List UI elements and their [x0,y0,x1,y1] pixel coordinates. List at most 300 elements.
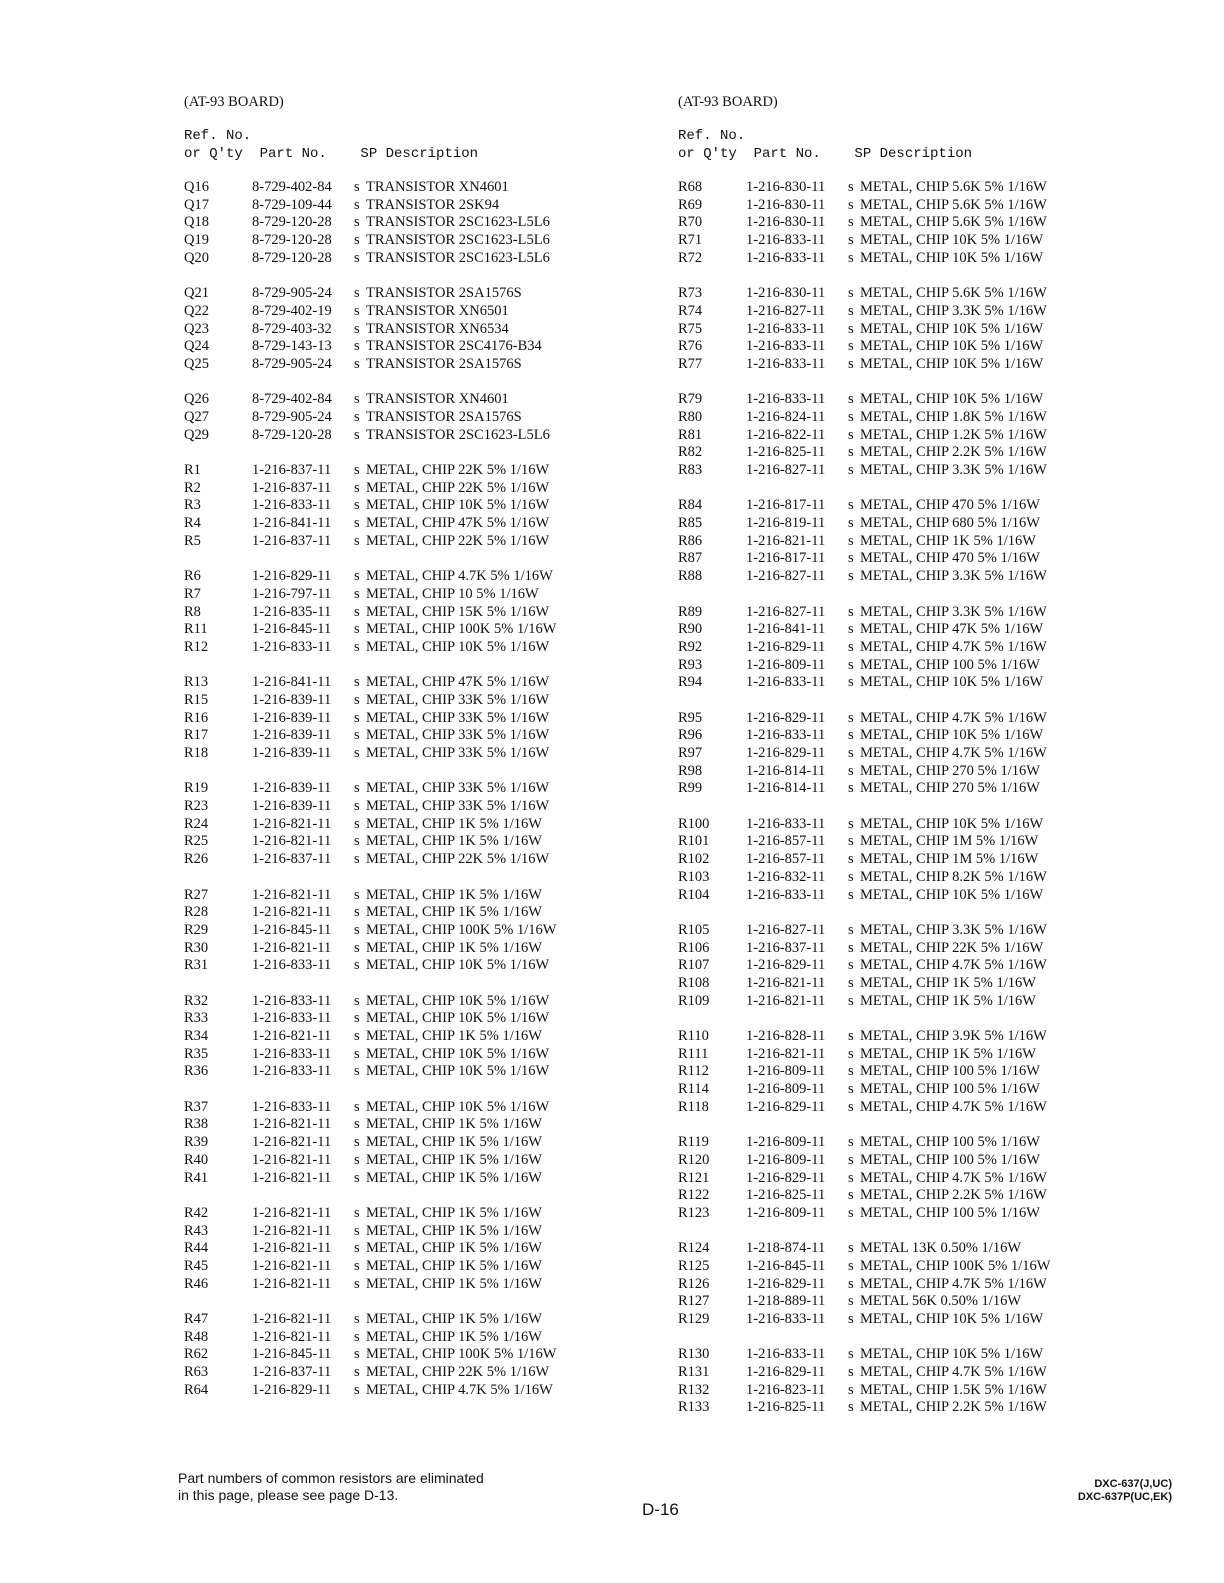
description: METAL, CHIP 4.7K 5% 1/16W [860,1098,1047,1115]
part-number: 1-216-822-11 [746,426,826,443]
part-row [678,462,1118,480]
ref-number: R42 [184,1204,209,1221]
part-number: 1-216-841-11 [746,621,826,638]
description: METAL, CHIP 100K 5% 1/16W [860,1257,1051,1274]
part-row [678,745,1118,763]
description: METAL, CHIP 10K 5% 1/16W [860,338,1044,355]
sp-code: s [354,497,360,514]
ref-number: R18 [184,745,209,761]
description: METAL, CHIP 8.2K 5% 1/16W [860,868,1047,885]
part-number: 1-216-841-11 [252,515,332,532]
sp-code: s [354,232,360,249]
description: TRANSISTOR 2SC1623-L5L6 [366,214,550,231]
ref-number: R25 [184,833,209,850]
description: METAL, CHIP 270 5% 1/16W [860,762,1040,779]
part-row [678,780,1118,798]
part-number: 1-216-821-11 [252,1240,332,1257]
sp-code: s [848,1381,854,1398]
left-column [184,93,624,1417]
description: METAL, CHIP 100 5% 1/16W [860,1134,1040,1151]
part-row [184,1046,624,1064]
part-row [678,940,1118,958]
description: METAL, CHIP 33K 5% 1/16W [366,691,550,708]
description: TRANSISTOR 2SC1623-L5L6 [366,249,550,266]
sp-code: s [354,691,360,708]
part-number: 1-216-829-11 [746,1364,826,1381]
sp-code: s [848,285,854,302]
sp-code: s [848,302,854,319]
part-row [184,745,624,763]
part-row [678,179,1118,197]
sp-code: s [354,745,360,761]
part-number: 1-218-889-11 [746,1293,826,1310]
parts-group [678,1240,1118,1328]
ref-number: R105 [678,921,710,938]
part-number: 1-218-874-11 [746,1240,826,1257]
ref-number: R72 [678,249,703,266]
description: METAL, CHIP 3.3K 5% 1/16W [860,568,1047,585]
ref-number: R34 [184,1028,209,1044]
description: METAL, CHIP 10K 5% 1/16W [860,320,1044,337]
ref-number: R101 [678,833,710,850]
description: METAL, CHIP 10K 5% 1/16W [860,727,1044,744]
sp-code: s [848,1257,854,1274]
part-number: 1-216-821-11 [252,1204,332,1221]
part-row [678,497,1118,515]
description: METAL, CHIP 4.7K 5% 1/16W [860,638,1047,655]
description: METAL, CHIP 1K 5% 1/16W [366,815,542,832]
part-number: 1-216-829-11 [252,568,332,585]
sp-code: s [848,444,854,461]
ref-number: R83 [678,462,703,478]
part-row [184,904,624,922]
sp-code: s [354,479,360,496]
sp-code: s [354,939,360,956]
part-row [184,957,624,975]
part-number: 1-216-833-11 [252,992,332,1009]
ref-number: Q17 [184,196,209,213]
sp-code: s [848,1098,854,1115]
description: METAL, CHIP 10K 5% 1/16W [366,638,550,655]
part-row [678,851,1118,869]
ref-number: R38 [184,1116,209,1133]
description: TRANSISTOR 2SA1576S [366,285,522,302]
part-number: 1-216-821-11 [252,1222,332,1239]
part-number: 1-216-837-11 [252,851,332,868]
ref-number: R77 [678,355,703,372]
ref-number: R30 [184,939,209,956]
description: METAL, CHIP 10K 5% 1/16W [860,815,1044,832]
description: TRANSISTOR 2SC4176-B34 [366,338,542,355]
sp-code: s [354,1240,360,1257]
ref-number: R103 [678,868,710,885]
description: METAL, CHIP 10K 5% 1/16W [860,1346,1044,1363]
part-number: 8-729-143-13 [252,338,332,355]
sp-code: s [354,674,360,691]
sp-code: s [354,391,360,408]
column-header-line2: or Q'ty Part No. SP Description [678,146,973,162]
part-number: 1-216-821-11 [252,1257,332,1274]
part-number: 1-216-833-11 [746,232,826,249]
sp-code: s [354,1381,360,1398]
part-row [184,798,624,816]
part-number: 1-216-821-11 [252,815,332,832]
part-row [184,533,624,551]
part-row [184,940,624,958]
part-number: 1-216-809-11 [746,656,826,673]
description: METAL, CHIP 1K 5% 1/16W [366,1151,542,1168]
part-number: 1-216-832-11 [746,868,826,885]
ref-number: Q27 [184,408,209,425]
part-row [678,250,1118,268]
description: METAL, CHIP 2.2K 5% 1/16W [860,1399,1047,1416]
ref-number: R79 [678,391,703,408]
description: METAL, CHIP 470 5% 1/16W [860,550,1040,567]
part-row [184,1063,624,1081]
part-number: 1-216-797-11 [252,585,332,602]
description: METAL, CHIP 100 5% 1/16W [860,656,1040,673]
part-row [678,1382,1118,1400]
sp-code: s [848,1204,854,1221]
ref-number: R27 [184,886,209,903]
ref-number: R125 [678,1257,710,1274]
part-row [184,780,624,798]
sp-code: s [848,1275,854,1292]
sp-code: s [354,1045,360,1062]
part-row [678,993,1118,1011]
description: METAL, CHIP 4.7K 5% 1/16W [860,957,1047,974]
part-row [678,1028,1118,1046]
sp-code: s [848,656,854,673]
ref-number: R133 [678,1399,710,1416]
ref-number: R28 [184,904,209,921]
sp-code: s [848,426,854,443]
part-row [678,1134,1118,1152]
sp-code: s [354,196,360,213]
part-row [184,1205,624,1223]
ref-number: R19 [184,780,209,797]
ref-number: R4 [184,515,201,532]
ref-number: R70 [678,214,703,231]
part-number: 8-729-120-28 [252,249,332,266]
part-row [678,338,1118,356]
sp-code: s [848,621,854,638]
parts-group [678,604,1118,692]
part-row [184,515,624,533]
sp-code: s [848,497,854,514]
ref-number: R17 [184,727,209,744]
ref-number: Q26 [184,391,209,408]
sp-code: s [848,957,854,974]
part-row [678,657,1118,675]
part-row [678,303,1118,321]
board-title: (AT-93 BOARD) [184,94,284,110]
part-row [184,427,624,445]
ref-number: R118 [678,1098,709,1115]
part-number: 1-216-828-11 [746,1028,826,1044]
sp-code: s [848,568,854,585]
description: TRANSISTOR 2SC1623-L5L6 [366,232,550,249]
sp-code: s [354,957,360,974]
part-row [184,285,624,303]
part-number: 1-216-830-11 [746,214,826,231]
part-row [184,1028,624,1046]
part-number: 1-216-845-11 [252,1346,332,1363]
description: METAL, CHIP 1K 5% 1/16W [366,1222,542,1239]
part-number: 1-216-829-11 [746,1169,826,1186]
sp-code: s [848,921,854,938]
sp-code: s [354,532,360,549]
model-line1: DXC-637(J,UC) [1094,1478,1172,1490]
part-row [678,1346,1118,1364]
description: METAL, CHIP 100 5% 1/16W [860,1151,1040,1168]
part-number: 8-729-905-24 [252,285,332,302]
sp-code: s [848,532,854,549]
part-row [184,391,624,409]
sp-code: s [354,214,360,231]
part-row [184,1099,624,1117]
part-row [678,409,1118,427]
sp-code: s [848,550,854,567]
ref-number: R87 [678,550,703,567]
part-row [678,710,1118,728]
part-number: 1-216-833-11 [746,815,826,832]
part-row [678,214,1118,232]
parts-group [184,391,624,444]
part-row [678,568,1118,586]
part-row [184,674,624,692]
part-row [184,710,624,728]
part-number: 1-216-837-11 [252,462,332,478]
part-number: 1-216-809-11 [746,1204,826,1221]
part-number: 1-216-821-11 [252,1328,332,1345]
part-number: 1-216-821-11 [746,974,826,991]
description: METAL, CHIP 4.7K 5% 1/16W [860,1364,1047,1381]
part-row [678,285,1118,303]
part-number: 1-216-821-11 [252,1311,332,1327]
part-number: 1-216-837-11 [252,1364,332,1381]
description: TRANSISTOR 2SC1623-L5L6 [366,426,550,443]
part-row [678,1276,1118,1294]
part-row [678,321,1118,339]
part-row [184,321,624,339]
ref-number: Q20 [184,249,209,266]
sp-code: s [848,1151,854,1168]
part-row [184,250,624,268]
description: METAL, CHIP 270 5% 1/16W [860,780,1040,797]
part-number: 1-216-809-11 [746,1134,826,1151]
ref-number: Q22 [184,302,209,319]
model-line2: DXC-637P(UC,EK) [1077,1491,1172,1503]
description: METAL, CHIP 4.7K 5% 1/16W [366,1381,553,1398]
part-row [678,444,1118,462]
part-number: 1-216-827-11 [746,603,826,620]
ref-number: R36 [184,1063,209,1080]
part-number: 1-216-839-11 [252,691,332,708]
ref-number: R127 [678,1293,710,1310]
part-number: 1-216-821-11 [252,1169,332,1186]
part-number: 1-216-833-11 [252,497,332,514]
part-number: 1-216-839-11 [252,709,332,726]
parts-group [184,285,624,373]
sp-code: s [848,249,854,266]
description: METAL, CHIP 10K 5% 1/16W [366,1045,550,1062]
part-number: 1-216-827-11 [746,462,826,478]
sp-code: s [848,815,854,832]
description: TRANSISTOR 2SK94 [366,196,500,213]
description: METAL, CHIP 680 5% 1/16W [860,515,1040,532]
part-number: 8-729-402-84 [252,391,332,408]
sp-code: s [848,179,854,195]
part-number: 8-729-120-28 [252,232,332,249]
sp-code: s [354,1222,360,1239]
description: METAL, CHIP 47K 5% 1/16W [366,515,550,532]
part-row [678,957,1118,975]
ref-number: R107 [678,957,710,974]
sp-code: s [354,921,360,938]
part-row [184,993,624,1011]
parts-group [184,674,624,762]
sp-code: s [354,727,360,744]
part-number: 1-216-833-11 [746,1311,826,1327]
description: METAL, CHIP 3.9K 5% 1/16W [860,1028,1047,1044]
sp-code: s [848,674,854,691]
part-row [678,869,1118,887]
description: METAL, CHIP 3.3K 5% 1/16W [860,462,1047,478]
ref-number: R119 [678,1134,709,1151]
part-number: 1-216-833-11 [746,391,826,408]
part-row [184,639,624,657]
description: METAL, CHIP 4.7K 5% 1/16W [860,1275,1047,1292]
part-number: 1-216-830-11 [746,196,826,213]
ref-number: R63 [184,1364,209,1381]
ref-number: R8 [184,603,201,620]
parts-group [678,1346,1118,1417]
sp-code: s [848,638,854,655]
ref-number: Q19 [184,232,209,249]
footnote [178,1470,598,1504]
parts-group [184,1099,624,1187]
ref-number: R32 [184,992,209,1009]
part-number: 8-729-402-19 [252,302,332,319]
ref-number: R120 [678,1151,710,1168]
sp-code: s [354,1346,360,1363]
part-number: 1-216-829-11 [746,1098,826,1115]
ref-number: Q23 [184,320,209,337]
description: METAL, CHIP 5.6K 5% 1/16W [860,214,1047,231]
ref-number: R73 [678,285,703,302]
part-number: 1-216-821-11 [252,904,332,921]
sp-code: s [354,1063,360,1080]
description: METAL, CHIP 1K 5% 1/16W [860,974,1036,991]
description: METAL, CHIP 10K 5% 1/16W [860,232,1044,249]
ref-number: R100 [678,815,710,832]
part-number: 1-216-833-11 [252,1098,332,1115]
part-number: 1-216-825-11 [746,1399,826,1416]
ref-number: R96 [678,727,703,744]
part-number: 1-216-821-11 [252,1134,332,1151]
part-row [678,922,1118,940]
ref-number: R13 [184,674,209,691]
description: METAL, CHIP 2.2K 5% 1/16W [860,1187,1047,1204]
sp-code: s [354,904,360,921]
part-row [678,1399,1118,1417]
part-row [184,1152,624,1170]
parts-group [184,568,624,656]
ref-number: R89 [678,603,703,620]
part-row [184,1010,624,1028]
ref-number: R104 [678,886,710,903]
part-number: 1-216-814-11 [746,762,826,779]
description: METAL, CHIP 100 5% 1/16W [860,1204,1040,1221]
part-number: 1-216-839-11 [252,798,332,815]
description: TRANSISTOR 2SA1576S [366,408,522,425]
part-row [184,197,624,215]
part-number: 1-216-857-11 [746,851,826,868]
part-number: 1-216-809-11 [746,1081,826,1098]
description: METAL, CHIP 470 5% 1/16W [860,497,1040,514]
part-number: 1-216-833-11 [746,674,826,691]
part-number: 1-216-833-11 [746,1346,826,1363]
part-row [184,1258,624,1276]
part-number: 1-216-830-11 [746,179,826,195]
part-number: 1-216-833-11 [746,338,826,355]
ref-number: R108 [678,974,710,991]
sp-code: s [848,320,854,337]
ref-number: R48 [184,1328,209,1345]
part-row [678,1258,1118,1276]
sp-code: s [354,709,360,726]
description: METAL, CHIP 1M 5% 1/16W [860,833,1039,850]
sp-code: s [848,992,854,1009]
sp-code: s [354,302,360,319]
sp-code: s [848,515,854,532]
part-row [678,533,1118,551]
description: METAL, CHIP 10K 5% 1/16W [860,674,1044,691]
ref-number: R75 [678,320,703,337]
part-row [678,356,1118,374]
part-number: 1-216-845-11 [746,1257,826,1274]
sp-code: s [354,1169,360,1186]
description: TRANSISTOR XN6534 [366,320,509,337]
description: METAL, CHIP 33K 5% 1/16W [366,727,550,744]
ref-number: Q29 [184,426,209,443]
sp-code: s [848,338,854,355]
ref-number: R122 [678,1187,710,1204]
part-number: 1-216-857-11 [746,833,826,850]
ref-number: R86 [678,532,703,549]
ref-number: R84 [678,497,703,514]
part-number: 1-216-839-11 [252,745,332,761]
sp-code: s [848,408,854,425]
part-row [678,427,1118,445]
description: METAL, CHIP 22K 5% 1/16W [366,1364,550,1381]
ref-number: R26 [184,851,209,868]
part-row [678,1311,1118,1329]
ref-number: R39 [184,1134,209,1151]
parts-group [184,179,624,267]
description: METAL, CHIP 10K 5% 1/16W [860,249,1044,266]
sp-code: s [354,1328,360,1345]
description: METAL 56K 0.50% 1/16W [860,1293,1022,1310]
ref-number: R74 [678,302,703,319]
part-row [184,232,624,250]
ref-number: Q16 [184,179,209,195]
description: METAL, CHIP 47K 5% 1/16W [366,674,550,691]
part-number: 1-216-825-11 [746,444,826,461]
ref-number: R121 [678,1169,710,1186]
part-row [678,639,1118,657]
